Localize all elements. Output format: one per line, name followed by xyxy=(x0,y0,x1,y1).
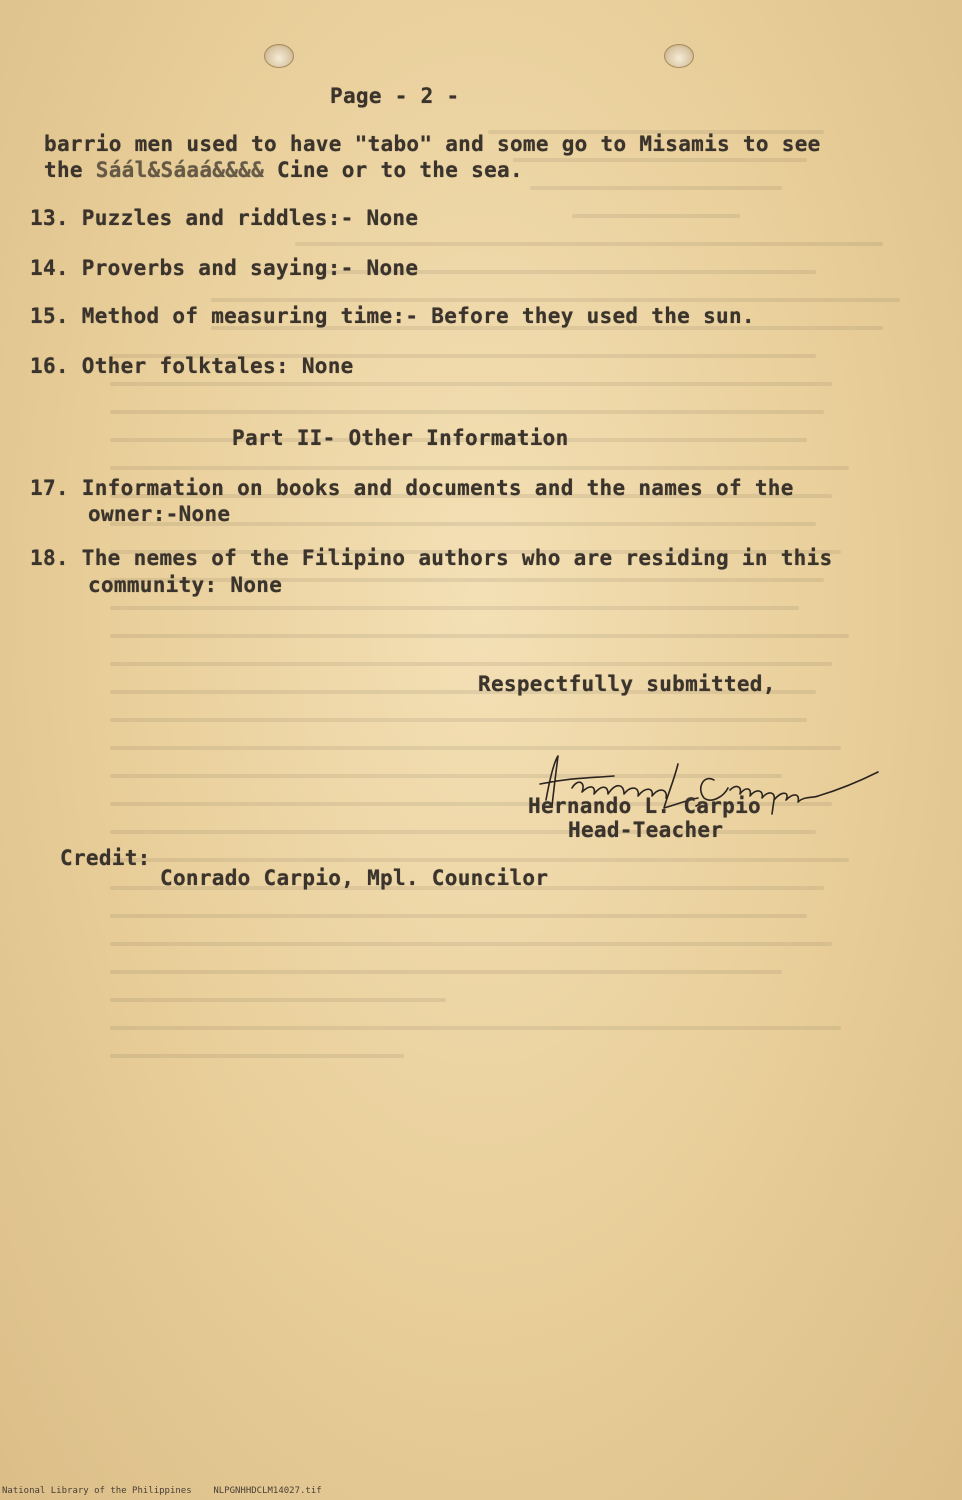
continuation-suffix: Cine or to the sea. xyxy=(264,158,523,182)
respectfully-submitted: Respectfully submitted, xyxy=(478,672,776,696)
list-item-18 xyxy=(30,546,833,570)
item-number: 13. xyxy=(30,206,69,230)
list-item-17 xyxy=(30,476,794,500)
continuation-prefix: the xyxy=(44,158,96,182)
signer-title: Head-Teacher xyxy=(568,818,724,842)
item-text: The nemes of the Filipino authors who are residing in this xyxy=(81,546,833,570)
continuation-line-1: barrio men used to have "tabo" and some go to Misamis to see xyxy=(44,132,821,156)
page-header: Page - 2 - xyxy=(330,84,460,108)
item-number: 16. xyxy=(30,354,69,378)
item-number: 17. xyxy=(30,476,69,500)
item-number: 15. xyxy=(30,304,69,328)
list-item-18-continuation: community: None xyxy=(88,573,283,597)
item-text: Other folktales: None xyxy=(81,354,354,378)
item-text: Puzzles and riddles:- None xyxy=(81,206,419,230)
signer-name: Hernando L. Carpio xyxy=(528,794,761,818)
item-text: Method of measuring time:- Before they used the sun. xyxy=(81,304,755,328)
list-item-13 xyxy=(30,206,418,230)
list-item-14 xyxy=(30,256,418,280)
credit-name: Conrado Carpio, Mpl. Councilor xyxy=(160,866,549,890)
continuation-line-2 xyxy=(44,158,523,182)
item-number: 18. xyxy=(30,546,69,570)
item-text: Proverbs and saying:- None xyxy=(81,256,419,280)
punch-hole-left xyxy=(264,44,294,68)
punch-hole-right xyxy=(664,44,694,68)
list-item-16 xyxy=(30,354,354,378)
list-item-15 xyxy=(30,304,755,328)
list-item-17-continuation: owner:-None xyxy=(88,502,231,526)
item-text: Information on books and documents and the names of the xyxy=(81,476,794,500)
archive-footer: National Library of the Philippines NLPGNHHDCLM14027.tif xyxy=(2,1486,322,1496)
item-number: 14. xyxy=(30,256,69,280)
part-two-heading: Part II- Other Information xyxy=(232,426,569,450)
struck-out-text: Sáál&Sáaá&&&& xyxy=(95,158,265,182)
credit-label: Credit: xyxy=(60,846,151,870)
